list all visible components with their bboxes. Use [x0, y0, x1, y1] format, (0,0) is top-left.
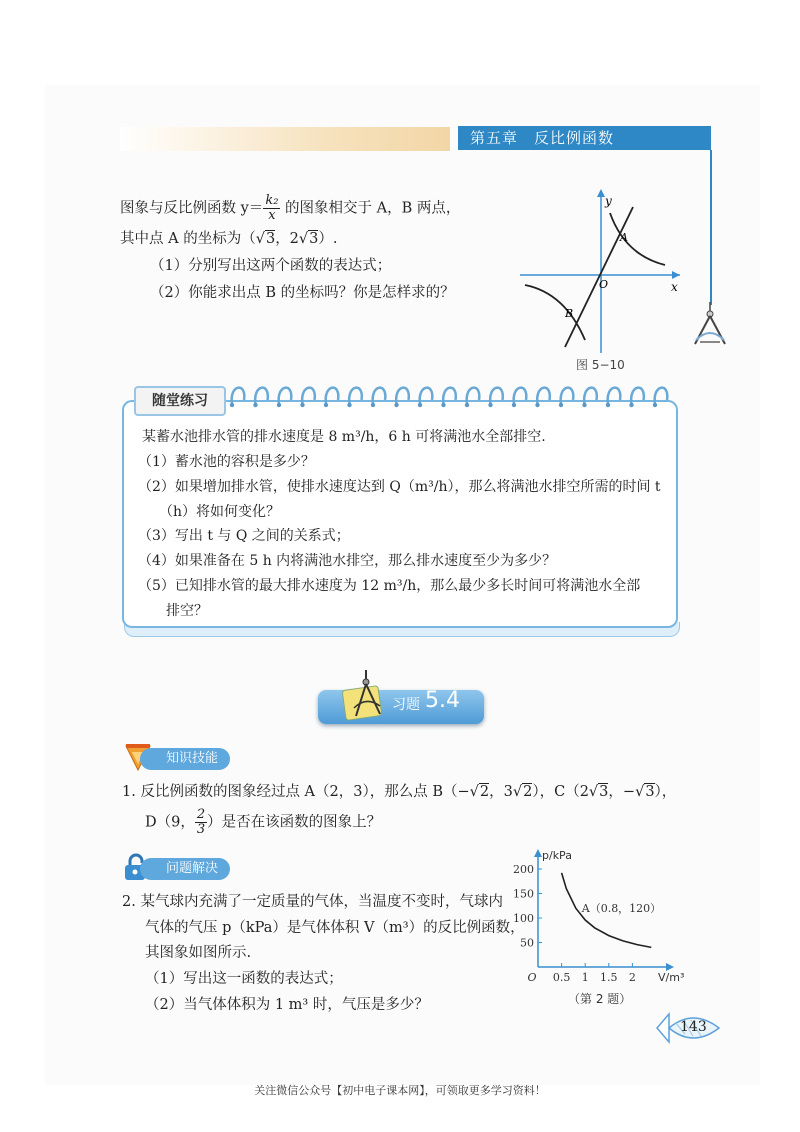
spiral-ring — [490, 388, 503, 404]
spiral-ring — [232, 388, 245, 404]
practice-line-5: （4）如果准备在 5 h 内将满池水排空，那么排水速度至少为多少？ — [138, 553, 557, 569]
spiral-hole — [629, 403, 633, 407]
spiral-ring — [255, 388, 268, 404]
y-tick-label: 100 — [513, 912, 534, 925]
spiral-ring — [279, 388, 292, 404]
problem-2-line-2: 气体的气压 p（kPa）是气体体积 V（m³）的反比例函数， — [145, 920, 525, 936]
origin-label: O — [527, 971, 537, 984]
spiral-ring — [514, 388, 527, 404]
practice-line-1: （1）蓄水池的容积是多少？ — [138, 454, 315, 470]
spiral-hole — [418, 403, 422, 407]
spiral-hole — [465, 403, 469, 407]
x-axis-label: V/m³ — [658, 971, 685, 984]
line-graph — [565, 207, 633, 347]
chart-caption: （第 2 题） — [568, 992, 632, 1006]
practice-line-7: 排空？ — [152, 603, 208, 619]
hyperbola-branch-2 — [525, 285, 585, 340]
page-number: 143 — [680, 1019, 707, 1035]
y-label: y — [605, 194, 612, 208]
x-tick-label: 0.5 — [552, 971, 571, 984]
footer-note: 关注微信公众号【初中电子课本网】，可领取更多学习资料！ — [254, 1084, 546, 1097]
pressure-volume-chart — [510, 845, 685, 990]
spiral-hole — [559, 403, 563, 407]
spiral-ring — [443, 388, 456, 404]
spiral-hole — [371, 403, 375, 407]
spiral-ring — [655, 388, 668, 404]
exercise-number: 5.4 — [425, 688, 460, 713]
y-tick-label: 150 — [513, 887, 534, 901]
spiral-ring — [373, 388, 386, 404]
spiral-hole — [347, 403, 351, 407]
compass-note-icon — [340, 668, 392, 726]
spiral-hole — [253, 403, 257, 407]
x-tick-label: 1 — [581, 971, 589, 984]
compass-icon — [690, 300, 730, 348]
spiral-hole — [277, 403, 281, 407]
x-axis-arrow — [672, 271, 680, 279]
problem-2-question-2: （2）当气体体积为 1 m³ 时，气压是多少？ — [145, 997, 429, 1013]
practice-line-3: （h）将如何变化？ — [152, 504, 281, 520]
spiral-hole — [512, 403, 516, 407]
spiral-ring — [561, 388, 574, 404]
exercise-label: 习题 — [392, 697, 420, 713]
spiral-ring — [349, 388, 362, 404]
spiral-hole — [582, 403, 586, 407]
spiral-binding — [226, 378, 674, 412]
spiral-hole — [441, 403, 445, 407]
x-axis-arrow — [666, 963, 674, 971]
figure-caption: 图 5−10 — [576, 358, 625, 372]
practice-line-0: 某蓄水池排水管的排水速度是 8 m³/h，6 h 可将满池水全部排空. — [142, 429, 546, 445]
spiral-ring — [537, 388, 550, 404]
practice-line-6: （5）已知排水管的最大排水速度为 12 m³/h，那么最少多长时间可将满池水全部 — [138, 578, 641, 594]
spiral-ring — [467, 388, 480, 404]
intro-question-2: （2）你能求出点 B 的坐标吗？你是怎样求的？ — [150, 285, 455, 301]
x-tick-label: 1.5 — [600, 971, 618, 984]
chapter-header: 第五章 反比例函数 — [458, 126, 711, 150]
practice-title: 随堂练习 — [134, 386, 226, 416]
spiral-hole — [300, 403, 304, 407]
spiral-hole — [535, 403, 539, 407]
spiral-hole — [394, 403, 398, 407]
spiral-ring — [396, 388, 409, 404]
y-axis-arrow — [534, 849, 542, 857]
x-tick-label: 2 — [628, 971, 636, 984]
point-b-label: B — [565, 307, 574, 320]
practice-line-4: （3）写出 t 与 Q 之间的关系式； — [138, 528, 350, 544]
spiral-hole — [230, 403, 234, 407]
figure-5-10 — [515, 185, 685, 355]
spiral-ring — [302, 388, 315, 404]
spiral-ring — [608, 388, 621, 404]
problem-2-question-1: （1）写出这一函数的表达式； — [145, 971, 343, 987]
spiral-ring — [420, 388, 433, 404]
intro-line-2: 其中点 A 的坐标为（√3，2√3）. — [120, 231, 338, 247]
spiral-ring — [631, 388, 644, 404]
margin-rule — [710, 150, 712, 305]
y-tick-label: 200 — [513, 863, 534, 876]
point-a-label: A（0.8，120） — [581, 902, 662, 916]
spiral-hole — [324, 403, 328, 407]
spiral-hole — [488, 403, 492, 407]
problem-1-line-2: D（9， $\frac{2}{3}$ ）是否在该函数的图象上？ — [145, 807, 382, 837]
skills-tag: 知识技能 — [140, 748, 230, 770]
solve-tag: 问题解决 — [140, 858, 230, 880]
spiral-ring — [584, 388, 597, 404]
spiral-hole — [653, 403, 657, 407]
x-label: x — [671, 280, 678, 294]
y-tick-label: 50 — [520, 936, 534, 950]
point-a-label: A — [620, 231, 628, 244]
intro-question-1: （1）分别写出这两个函数的表达式； — [150, 258, 392, 274]
header-decoration — [120, 127, 450, 151]
y-axis-label: p/kPa — [542, 849, 572, 862]
problem-2-line-1: 2. 某气球内充满了一定质量的气体，当温度不变时，气球内 — [122, 894, 503, 910]
spiral-hole — [606, 403, 610, 407]
spiral-ring — [326, 388, 339, 404]
problem-2-line-3: 其图象如图所示. — [145, 945, 252, 961]
intro-line-1: 图象与反比例函数 y＝ $\frac{\text{k₂}}{x}$ 的图象相交于 A，B 两点， — [120, 193, 461, 223]
problem-1-line-1-full: 1. 反比例函数的图象经过点 A（2，3），那么点 B（−√2，3√2），C（2√3，−√3）， — [122, 784, 677, 800]
practice-line-2: （2）如果增加排水管，使排水速度达到 Q（m³/h），那么将满池水排空所需的时间 t — [138, 479, 661, 495]
y-axis-arrow — [597, 189, 605, 197]
origin-label: O — [599, 278, 609, 291]
